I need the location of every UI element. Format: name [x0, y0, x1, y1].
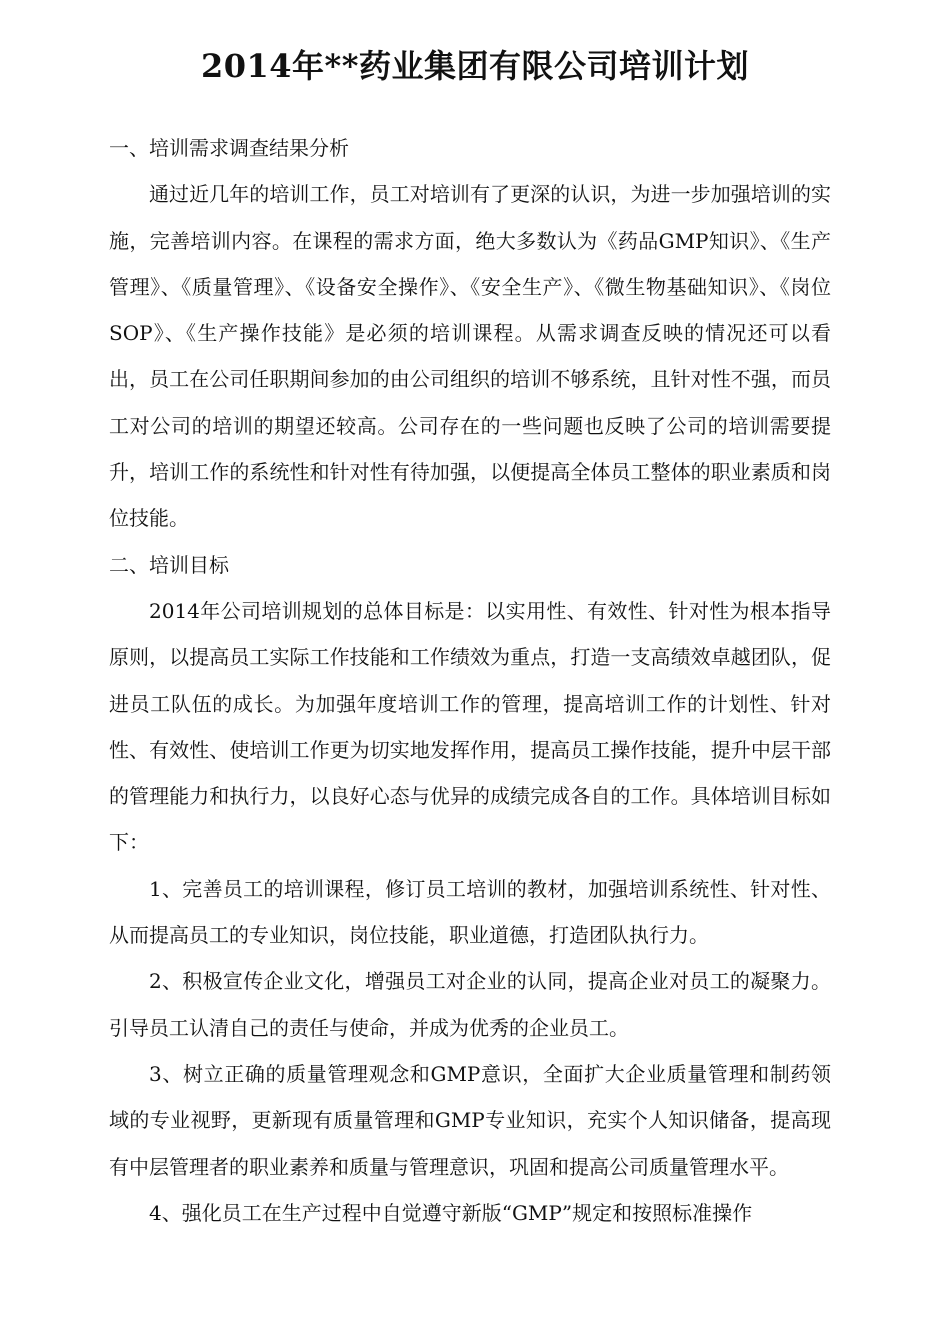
paragraph-needs-analysis: 通过近几年的培训工作，员工对培训有了更深的认识，为进一步加强培训的实施，完善培训内容。在课程的需求方面，绝大多数认为《药品GMP知识》、《生产管理》、《质量管理》、《设备安全操作》、《安全生产》、《微生物基础知识》、《岗位 SOP》、《生产操作技能》是必须的培训课程。从需求调查反映的情况还可以看出，员工在公司任职期间参加的由公司组织的培训不够系统，且针对性不强，而员工对公司的培训的期望还较高。公司存在的一些问题也反映了公司的培训需要提升，培训工作的系统性和针对性有待加强，以便提高全体员工整体的职业素质和岗位技能。: [109, 182, 831, 531]
section-heading-needs-analysis: 一、培训需求调查结果分析: [109, 136, 349, 160]
paragraph-goal-2: 2、积极宣传企业文化，增强员工对企业的认同，提高企业对员工的凝聚力。引导员工认清自己的责任与使命，并成为优秀的企业员工。: [109, 969, 831, 1040]
document-body: [109, 125, 831, 1236]
document-title: 2014年**药业集团有限公司培训计划: [200, 47, 750, 85]
paragraph-overall-goal: 2014年公司培训规划的总体目标是：以实用性、有效性、针对性为根本指导原则，以提高员工实际工作技能和工作绩效为重点，打造一支高绩效卓越团队，促进员工队伍的成长。为加强年度培训工作的管理，提高培训工作的计划性、针对性、有效性、使培训工作更为切实地发挥作用，提高员工操作技能，提升中层干部的管理能力和执行力，以良好心态与优异的成绩完成各自的工作。具体培训目标如下：: [109, 598, 831, 855]
paragraph-goal-3: 3、树立正确的质量管理观念和GMP意识，全面扩大企业质量管理和制药领域的专业视野，更新现有质量管理和GMP专业知识，充实个人知识储备，提高现有中层管理者的职业素养和质量与管理意识，巩固和提高公司质量管理水平。: [109, 1061, 831, 1179]
paragraph-goal-1: 1、完善员工的培训课程，修订员工培训的教材，加强培训系统性、针对性、从而提高员工的专业知识，岗位技能，职业道德，打造团队执行力。: [109, 876, 831, 948]
section-heading-training-goals: 二、培训目标: [109, 552, 229, 577]
paragraph-goal-4: 4、强化员工在生产过程中自觉遵守新版“GMP”规定和按照标准操作: [149, 1200, 753, 1225]
